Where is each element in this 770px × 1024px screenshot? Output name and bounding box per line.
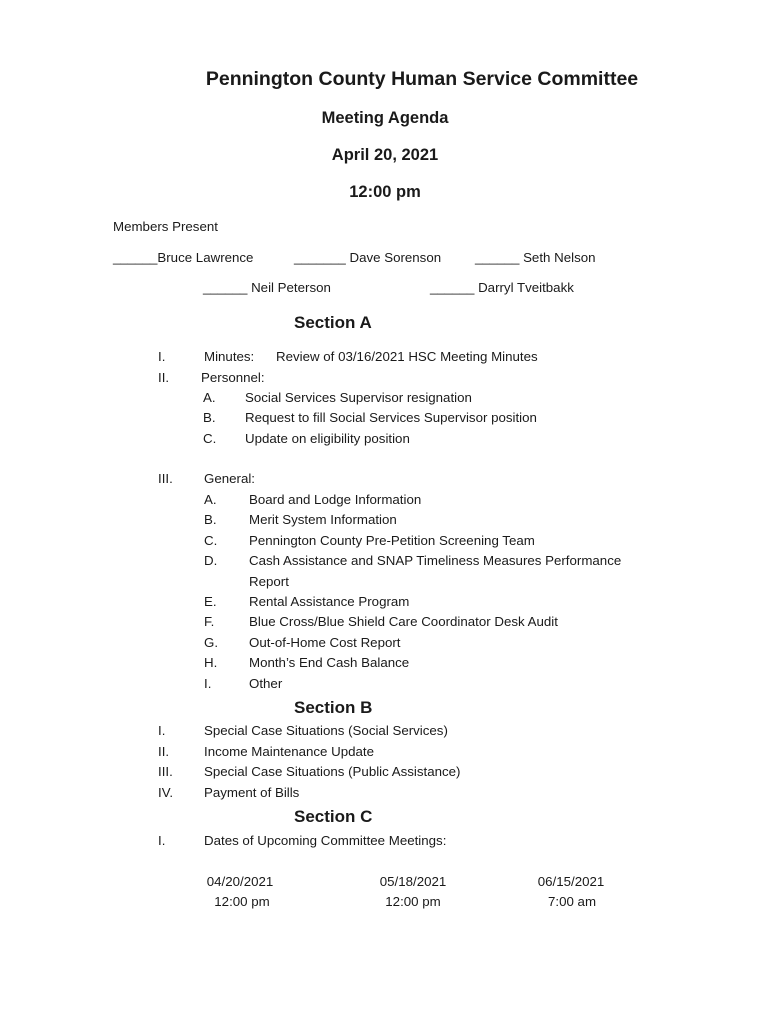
subitem-letter: E. [204,594,217,609]
subitem-text: Board and Lodge Information [249,492,422,507]
subitem-text: Social Services Supervisor resignation [245,390,472,405]
subitem-text: Pennington County Pre-Petition Screening Team [249,533,535,548]
subitem-text: Out-of-Home Cost Report [249,635,401,650]
document-title: Pennington County Human Service Committee [205,68,639,90]
upcoming-meeting-date: 05/18/2021 [379,874,447,889]
subitem-letter: A. [203,390,216,405]
subitem-letter: C. [204,533,218,548]
subitem-letter: B. [203,410,216,425]
item-text: Review of 03/16/2021 HSC Meeting Minutes [276,349,538,364]
subitem-text: Other [249,676,283,691]
section-c-heading: Section C [294,807,373,826]
section-b-heading: Section B [294,698,373,717]
item-number: I. [158,349,166,364]
subitem-letter: G. [204,635,219,650]
section-a-heading: Section A [294,313,372,332]
subitem-letter: H. [204,655,218,670]
upcoming-meeting-time: 12:00 pm [385,894,441,909]
upcoming-meeting-date: 04/20/2021 [206,874,274,889]
item-text: Dates of Upcoming Committee Meetings: [204,833,447,848]
document-subtitle: Meeting Agenda [321,109,449,127]
item-number: II. [158,744,170,759]
meeting-date: April 20, 2021 [331,146,439,164]
item-label: Minutes: [204,349,255,364]
subitem-text: Cash Assistance and SNAP Timeliness Measures Performance [249,553,622,568]
item-number: IV. [158,785,174,800]
member-entry: ______Bruce Lawrence [113,250,254,265]
meeting-time: 12:00 pm [349,183,421,201]
item-number: II. [158,370,170,385]
item-number: I. [158,833,166,848]
subitem-text: Update on eligibility position [245,431,410,446]
item-number: III. [158,471,173,486]
item-label: Personnel: [201,370,265,385]
item-text: Special Case Situations (Public Assistance) [204,764,461,779]
member-entry: _______ Dave Sorenson [294,250,442,265]
upcoming-meeting-time: 7:00 am [547,894,597,909]
item-label: General: [204,471,255,486]
subitem-letter: I. [204,676,212,691]
subitem-text: Month’s End Cash Balance [249,655,410,670]
member-entry: ______ Seth Nelson [475,250,596,265]
upcoming-meeting-time: 12:00 pm [214,894,270,909]
item-text: Income Maintenance Update [204,744,375,759]
item-text: Special Case Situations (Social Services) [204,723,448,738]
subitem-text-continued: Report [249,574,289,589]
subitem-letter: F. [204,614,215,629]
item-text: Payment of Bills [204,785,300,800]
item-number: I. [158,723,166,738]
subitem-text: Request to fill Social Services Supervisor position [245,410,537,425]
subitem-text: Merit System Information [249,512,397,527]
subitem-letter: D. [204,553,218,568]
subitem-letter: B. [204,512,217,527]
upcoming-meeting-date: 06/15/2021 [537,874,605,889]
member-entry: ______ Neil Peterson [203,280,331,295]
member-entry: ______ Darryl Tveitbakk [430,280,574,295]
subitem-letter: C. [203,431,217,446]
item-number: III. [158,764,173,779]
members-present-label: Members Present [113,219,218,234]
subitem-letter: A. [204,492,217,507]
subitem-text: Blue Cross/Blue Shield Care Coordinator Desk Audit [249,614,558,629]
subitem-text: Rental Assistance Program [249,594,410,609]
